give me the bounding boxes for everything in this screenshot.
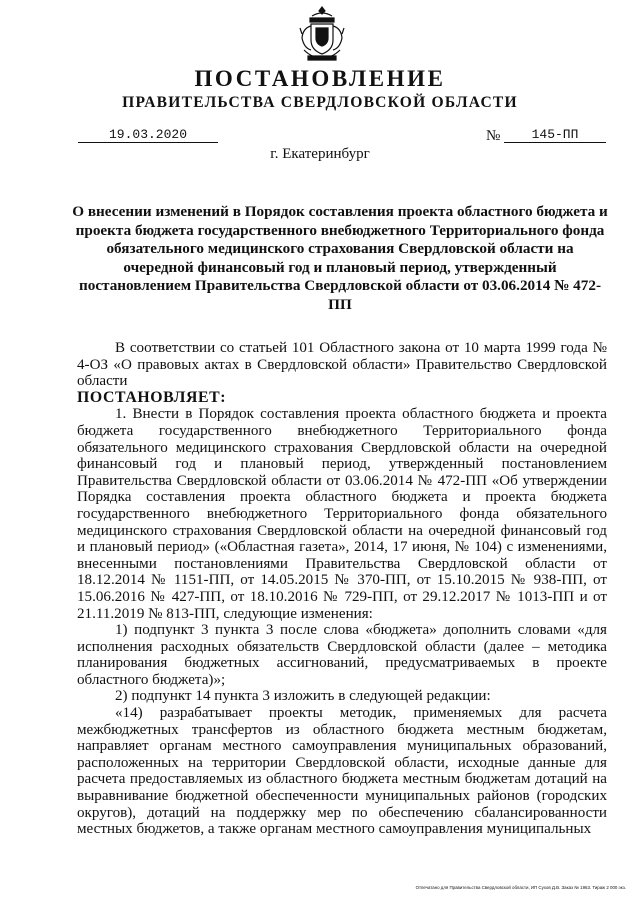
subitem-1-paragraph: 1) подпункт 3 пункта 3 после слова «бюджета» дополнить словами «для исполнения расходных обязательств Свердловской области (далее – методика планирования бюджетных ассигнований, предусматриваемых в проекте областного бюджета)»;: [77, 622, 607, 688]
item-1-paragraph: 1. Внести в Порядок составления проекта областного бюджета и проекта бюджета государственного внебюджетного Территориального фонда обязательного медицинского страхования Свердловской области на очередной финансовый год и плановый период, утвержденный постановлением Правительства Свердловской области от 03.06.2014 № 472-ПП «Об утверждении Порядка составления проекта областного бюджета и проекта бюджета государственного внебюджетного Территориального фонда обязательного медицинского страхования Свердловской области на очередной финансовый год и плановый период» («Областная газета», 2014, 17 июня, № 104) с изменениями, внесенными постановлениями Правительства Свердловской области от 18.12.2014 № 1151-ПП, от 14.05.2015 № 370-ПП, от 15.10.2015 № 938-ПП, от 15.06.2016 № 427-ПП, от 18.10.2016 № 729-ПП, от 29.12.2017 № 1013-ПП и от 21.11.2019 № 813-ПП, следующие изменения:: [77, 406, 607, 622]
document-type-heading: ПОСТАНОВЛЕНИЕ: [194, 66, 446, 91]
coat-of-arms-emblem: [298, 4, 346, 64]
subitem-2-paragraph: 2) подпункт 14 пункта 3 изложить в следующей редакции:: [115, 688, 491, 705]
document-date: 19.03.2020: [78, 127, 218, 143]
issuer-heading: ПРАВИТЕЛЬСТВА СВЕРДЛОВСКОЙ ОБЛАСТИ: [122, 94, 518, 111]
document-number: 145-ПП: [504, 127, 606, 143]
document-title: О внесении изменений в Порядок составления проекта областного бюджета и проекта бюджета государственного внебюджетного Территориального фонда обязательного медицинского страхования Свердловской области на очередной финансовый год и плановый период, утвержденный постановлением Правительства Свердловской области от 03.06.2014 № 472-ПП: [72, 203, 608, 313]
quote-14-paragraph: «14) разрабатывает проекты методик, применяемых для расчета межбюджетных трансфертов из областного бюджета местным бюджетам, направляет органам местного самоуправления муниципальных образований, расположенных на территории Свердловской области, исходные данные для расчета предоставляемых из областного бюджета местным бюджетам дотаций на выравнивание бюджетной обеспеченности муниципальных районов (городских округов), дотаций на поддержку мер по обеспечению сбалансированности местных бюджетов, а также органам местного самоуправления муниципальных: [77, 705, 607, 838]
intro-paragraph: В соответствии со статьей 101 Областного закона от 10 марта 1999 года № 4-ОЗ «О правовых актах в Свердловской области» Правительство Свердловской области: [77, 340, 607, 390]
document-body: [77, 340, 607, 838]
city-line: г. Екатеринбург: [270, 146, 370, 162]
decree-word: ПОСТАНОВЛЯЕТ:: [77, 388, 227, 406]
number-sign: №: [486, 128, 501, 144]
print-footer: Отпечатано для Правительства Свердловской области, ИП Сухов Д.В. Заказ № 1963. Тираж 2 000 экз.: [415, 885, 626, 890]
